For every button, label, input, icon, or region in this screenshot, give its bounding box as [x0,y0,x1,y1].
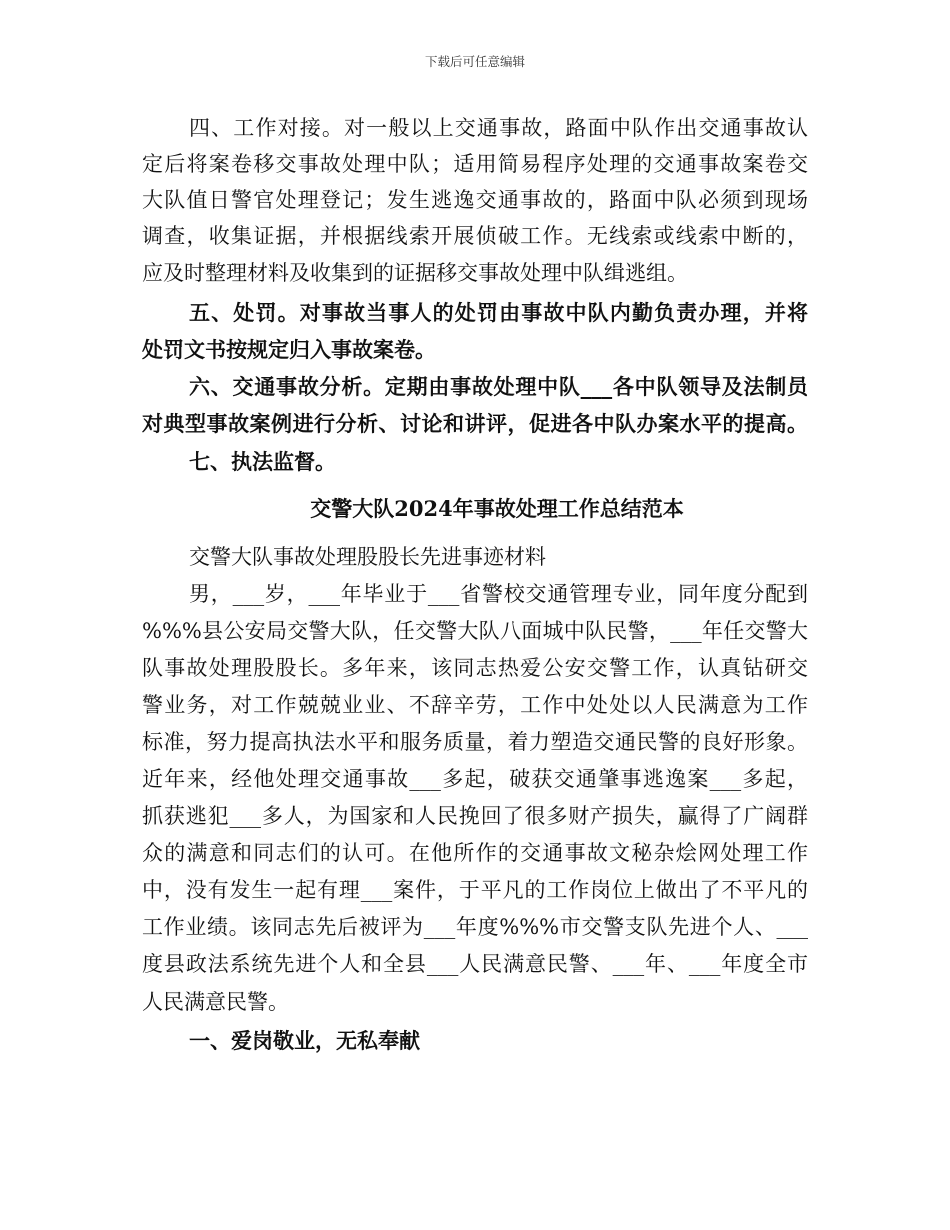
text-line: 抓获逃犯___多人，为国家和人民挽回了很多财产损失，赢得了广阔群 [142,804,808,829]
text-line: 队事故处理股股长。多年来，该同志热爱公安交警工作，认真钻研交 [142,655,808,680]
text-line: 警业务，对工作兢兢业业、不辞辛劳，工作中处处以人民满意为工作 [142,692,808,717]
text-line: 对典型事故案例进行分析、讨论和讲评，促进各中队办案水平的提高。 [142,410,808,436]
document-title-block [142,490,808,527]
text-line: 标准，努力提高执法水平和服务质量，着力塑造交通民警的良好形象。 [142,729,808,754]
text-line: 大队值日警官处理登记；发生逃逸交通事故的，路面中队必须到现场 [142,188,808,213]
item-4-paragraph [142,110,808,291]
text-line: 应及时整理材料及收集到的证据移交事故处理中队缉逃组。 [142,260,688,285]
text-line: 近年来，经他处理交通事故___多起，破获交通肇事逃逸案___多起， [142,766,808,791]
section-heading: 一、爱岗敬业，无私奉献 [189,1027,420,1053]
text-line: 中，没有发生一起有理___案件，于平凡的工作岗位上做出了不平凡的 [142,878,808,903]
item-5-paragraph [142,294,808,368]
section-heading-block [142,1022,808,1059]
document-title: 交警大队2024年事故处理工作总结范本 [310,495,684,521]
text-line: 定后将案卷移交事故处理中队；适用简易程序处理的交通事故案卷交 [142,151,808,176]
text-line: 五、处罚。对事故当事人的处罚由事故中队内勤负责办理，并将 [189,299,808,325]
text-line: 男，___岁，___年毕业于___省警校交通管理专业，同年度分配到 [189,581,808,606]
text-line: 六、交通事故分析。定期由事故处理中队___各中队领导及法制员 [189,373,808,399]
text-line: 度县政法系统先进个人和全县___人民满意民警、___年、___年度全市 [142,952,808,977]
item-7-paragraph [142,443,808,480]
text-line: 四、工作对接。对一般以上交通事故，路面中队作出交通事故认 [189,115,808,140]
text-line: 七、执法监督。 [189,448,336,474]
text-line: 处罚文书按规定归入事故案卷。 [142,336,436,362]
text-line: 工作业绩。该同志先后被评为___年度%%%市交警支队先进个人、___ [142,915,808,940]
text-line: %%%县公安局交警大队，任交警大队八面城中队民警，___年任交警大 [142,618,808,643]
text-line: 调查，收集证据，并根据线索开展侦破工作。无线索或线索中断的， [142,224,808,249]
page-header-note: 下载后可任意编辑 [424,54,525,69]
document-subtitle-block [142,539,808,576]
profile-paragraph [142,576,808,1021]
document-subtitle: 交警大队事故处理股股长先进事迹材料 [189,544,546,569]
text-line: 人民满意民警。 [142,989,289,1014]
item-6-paragraph [142,368,808,442]
text-line: 众的满意和同志们的认可。在他所作的交通事故文秘杂烩网处理工作 [142,841,808,866]
